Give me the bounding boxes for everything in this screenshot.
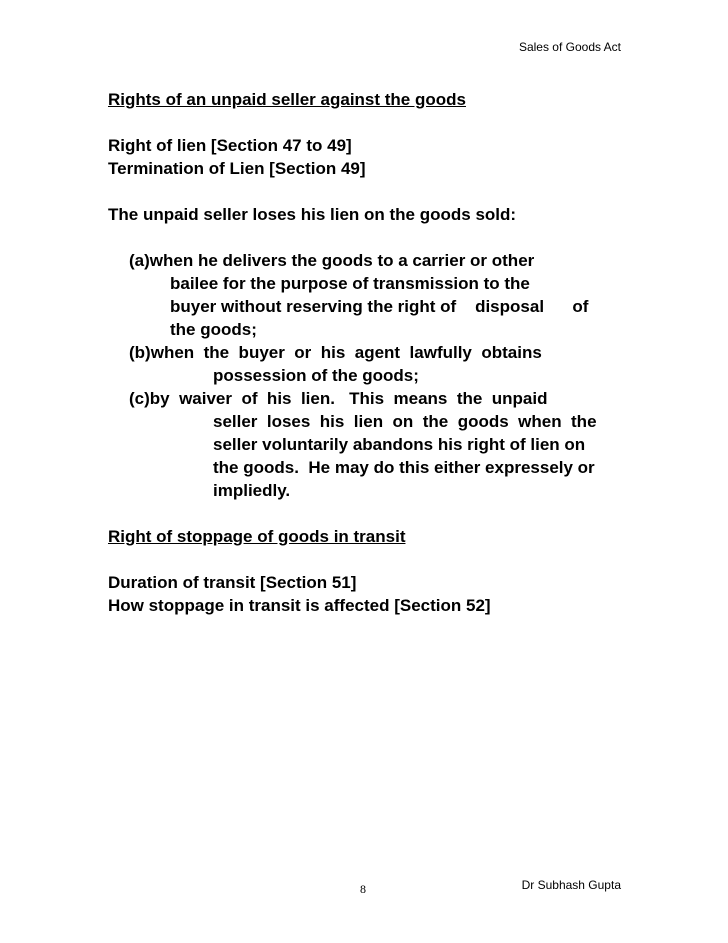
list-text-a-line3: buyer without reserving the right of disposal of: [170, 297, 589, 316]
list-label-c: (c): [129, 389, 150, 408]
list-item-a: [129, 249, 624, 272]
list-label-a: (a): [129, 251, 150, 270]
list-text-c-line5: impliedly.: [213, 481, 291, 500]
footer-author: Dr Subhash Gupta: [521, 878, 621, 892]
list-text-c-line4: the goods. He may do this either expressely or: [213, 458, 595, 477]
termination-of-lien-line: Termination of Lien [Section 49]: [108, 159, 366, 178]
section-heading-stoppage: Right of stoppage of goods in transit: [108, 527, 406, 546]
section-heading-unpaid-seller: Rights of an unpaid seller against the goods: [108, 90, 466, 109]
lien-loss-list: [108, 249, 624, 502]
list-item-c: [129, 387, 624, 410]
stoppage-affected-line: How stoppage in transit is affected [Section 52]: [108, 596, 491, 615]
page-number: 8: [360, 882, 366, 896]
list-text-c-line2: seller loses his lien on the goods when the: [213, 412, 597, 431]
list-text-b-line1: when the buyer or his agent lawfully obtains: [150, 343, 542, 362]
list-text-c-line1: by waiver of his lien. This means the unpaid: [149, 389, 548, 408]
intro-paragraph: The unpaid seller loses his lien on the goods sold:: [108, 205, 517, 224]
list-text-b-line2: possession of the goods;: [213, 366, 419, 385]
list-text-a-line1: when he delivers the goods to a carrier or other: [149, 251, 535, 270]
running-header: Sales of Goods Act: [518, 40, 621, 54]
list-item-b: [129, 341, 624, 364]
right-of-lien-line: Right of lien [Section 47 to 49]: [108, 136, 352, 155]
page-body: [108, 88, 624, 617]
list-label-b: (b): [129, 343, 151, 362]
duration-of-transit-line: Duration of transit [Section 51]: [108, 573, 357, 592]
list-text-c-line3: seller voluntarily abandons his right of lien on: [213, 435, 586, 454]
list-text-a-line2: bailee for the purpose of transmission to the: [170, 274, 530, 293]
list-text-a-line4: the goods;: [170, 320, 257, 339]
